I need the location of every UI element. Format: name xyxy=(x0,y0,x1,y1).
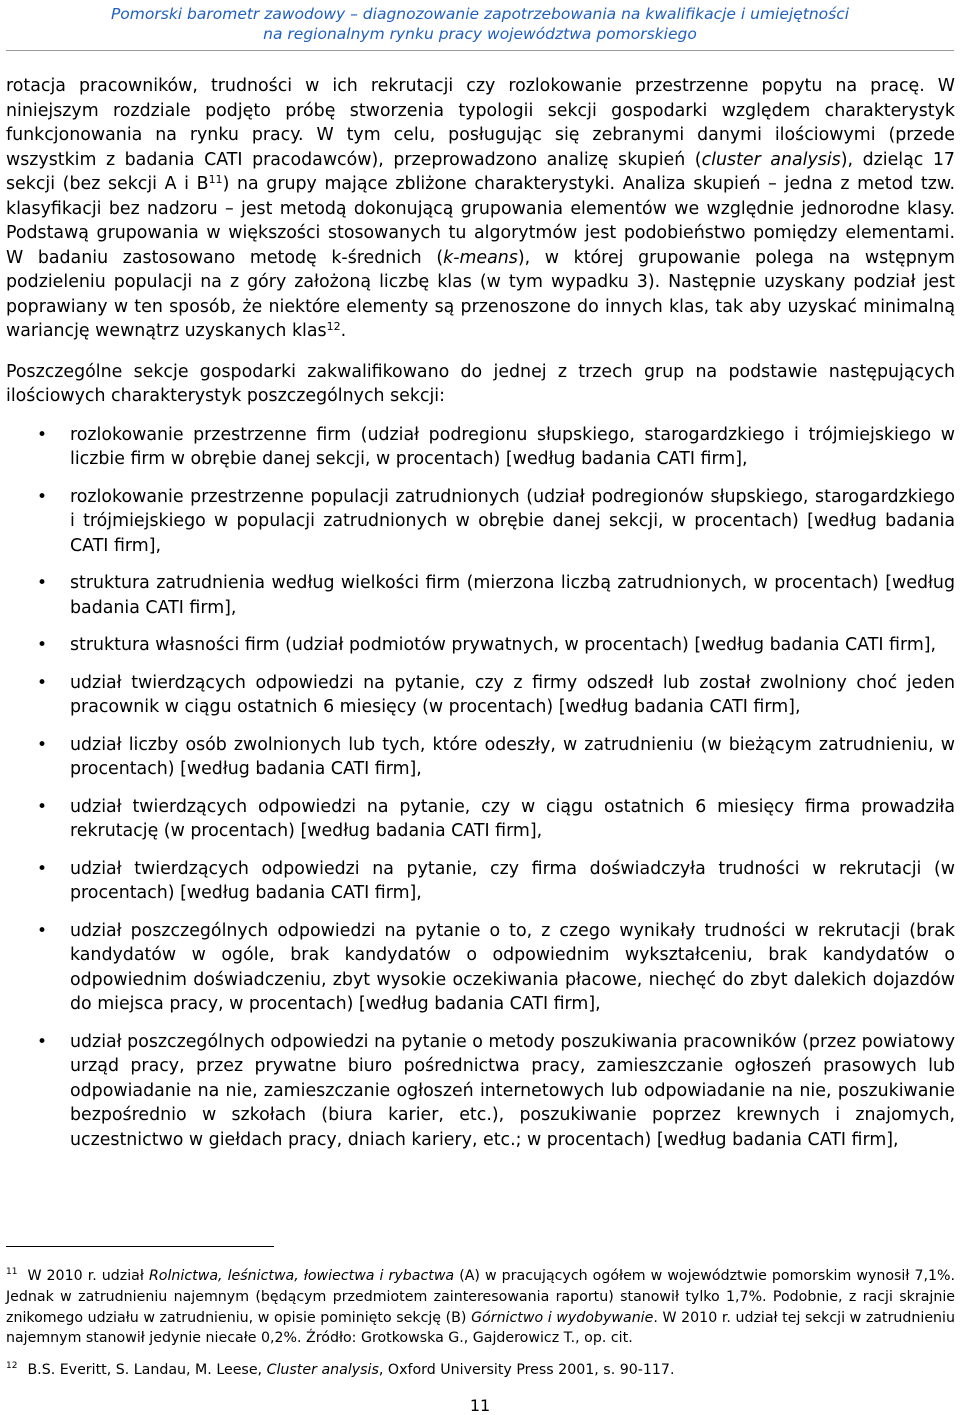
bullet-icon: • xyxy=(37,858,48,879)
paragraph-methodology xyxy=(6,74,955,344)
footnote-number: 12 xyxy=(6,1361,18,1372)
list-item xyxy=(6,1030,955,1153)
list-item xyxy=(6,633,955,658)
list-item-text: struktura własności firm (udział podmiotów prywatnych, w procentach) [według badania CATI firm], xyxy=(70,635,937,655)
bullet-icon: • xyxy=(37,424,48,445)
list-item-text: udział poszczególnych odpowiedzi na pytanie o metody poszukiwania pracowników (przez powiatowy urząd pracy, przez prywatne biuro pośrednictwa pracy, zamieszczanie ogłoszeń prasowych lub odpowiadanie na nie, zamieszczanie ogłoszeń internetowych lub odpowiadanie na nie, poszukiwanie bezpośrednio w szkołach (biura karier, etc.), poszukiwanie poprzez krewnych i znajomych, uczestnictwo w giełdach pracy, dniach kariery, etc.; w procentach) [według badania CATI firm], xyxy=(70,1031,955,1150)
list-item xyxy=(6,571,955,620)
running-header xyxy=(0,4,960,44)
emphasis-cluster-analysis: cluster analysis xyxy=(701,149,841,170)
text-run: . W 2010 r. udział tej sekcji w zatrudnieniu najemnym stanowił jedynie niecałe 0,2%. Źródło: Grotkowska G., Gajderowicz T., op. cit. xyxy=(6,1309,955,1347)
emphasis-k-means: k-means xyxy=(443,247,518,268)
list-item xyxy=(6,857,955,906)
list-item-text: struktura zatrudnienia według wielkości firm (mierzona liczbą zatrudnionych, w procentach) [według badania CATI firm], xyxy=(70,573,955,618)
header-divider xyxy=(6,50,954,51)
list-item-text: udział poszczególnych odpowiedzi na pytanie o to, z czego wynikały trudności w rekrutacji (brak kandydatów w ogóle, brak kandydatów o odpowiednim wykształceniu, brak kandydatów o odpowiednim doświadczeniu, zbyt wysokie oczekiwania płacowe, niechęć do zbyt dalekich dojazdów do miejsca pracy, w procentach) [według badania CATI firm], xyxy=(70,920,955,1014)
text-run: ), dzieląc 17 sekcji (bez sekcji A i B xyxy=(6,149,955,194)
text-run: (A) w pracujących ogółem w województwie pomorskim wynosił 7,1%. Jednak w zatrudnieniu najemnym (będącym przedmiotem zainteresowania raportu) stanowił tylko 1,7%. Podobnie, z racji skrajnie znikomego udziału w zatrudnieniu, w opisie pominięto sekcję (B) xyxy=(6,1268,955,1326)
emphasis-book-title: Cluster analysis xyxy=(266,1362,379,1379)
list-item xyxy=(6,733,955,782)
criteria-list xyxy=(6,423,955,1153)
bullet-icon: • xyxy=(37,796,48,817)
list-item-text: udział twierdzących odpowiedzi na pytanie, czy z firmy odszedł lub został zwolniony choć jeden pracownik w ciągu ostatnich 6 miesięcy (w procentach) [według badania CATI firm], xyxy=(70,672,955,717)
text-run: . xyxy=(340,321,347,341)
footnote-ref-11[interactable]: 11 xyxy=(208,173,223,186)
list-item xyxy=(6,919,955,1017)
header-line-1: Pomorski barometr zawodowy – diagnozowanie zapotrzebowania na kwalifikacje i umiejętności xyxy=(110,5,850,23)
list-item-text: udział twierdzących odpowiedzi na pytanie, czy w ciągu ostatnich 6 miesięcy firma prowadziła rekrutację (w procentach) [według badania CATI firm], xyxy=(70,796,955,841)
text-run: B.S. Everitt, S. Landau, M. Leese, xyxy=(27,1362,267,1379)
header-line-2: na regionalnym rynku pracy województwa pomorskiego xyxy=(263,25,697,43)
bullet-icon: • xyxy=(37,1031,48,1052)
text-run: , Oxford University Press 2001, s. 90-117. xyxy=(378,1362,675,1379)
emphasis-section-a: Rolnictwa, leśnictwa, łowiectwa i rybactwa xyxy=(148,1268,455,1284)
list-item xyxy=(6,795,955,844)
footnote-12 xyxy=(6,1360,955,1381)
bullet-icon: • xyxy=(37,672,48,693)
list-item-text: rozlokowanie przestrzenne populacji zatrudnionych (udział podregionów słupskiego, starogardzkiego i trójmiejskiego w populacji zatrudnionych w obrębie danej sekcji, w procentach) [według badania CATI firm], xyxy=(70,486,955,556)
footnote-11 xyxy=(6,1266,955,1349)
page-number: 11 xyxy=(469,1396,491,1415)
bullet-icon: • xyxy=(37,635,48,655)
list-item-text: udział liczby osób zwolnionych lub tych, które odeszły, w zatrudnieniu (w bieżącym zatrudnieniu, w procentach) [według badania CATI firm], xyxy=(70,734,955,779)
footnote-separator xyxy=(6,1246,274,1247)
text-run: ) na grupy mające zbliżone charakterystyki. Analiza skupień – jedna z metod tzw. klasyfikacji bez nadzoru – jest metodą dokonującą grupowania elementów we względnie jednorodne klasy. Podstawą grupowania w większości stosowanych tu algorytmów jest podobieństwo pomiędzy elementami. W badaniu zastosowano metodę k-średnich ( xyxy=(6,174,955,268)
text-run: W 2010 r. udział xyxy=(27,1268,149,1284)
bullet-icon: • xyxy=(37,573,48,593)
emphasis-section-b: Górnictwo i wydobywanie xyxy=(471,1309,654,1326)
paragraph-criteria-intro: Poszczególne sekcje gospodarki zakwalifikowano do jednej z trzech grup na podstawie następujących ilościowych charakterystyk poszczególnych sekcji: xyxy=(6,361,955,406)
footnote-ref-12[interactable]: 12 xyxy=(326,320,341,333)
list-item xyxy=(6,671,955,720)
list-item-text: udział twierdzących odpowiedzi na pytanie, czy firma doświadczyła trudności w rekrutacji (w procentach) [według badania CATI firm], xyxy=(70,858,955,903)
bullet-icon: • xyxy=(37,486,48,507)
text-run: ), w której grupowanie polega na wstępnym podzieleniu populacji na z góry założoną liczbę klas (w tym wypadku 3). Następnie uzyskany podział jest poprawiany w ten sposób, że niektóre elementy są przenoszone do innych klas, tak aby uzyskać minimalną wariancję wewnątrz uzyskanych klas xyxy=(6,247,955,341)
bullet-icon: • xyxy=(37,920,48,941)
list-item xyxy=(6,485,955,559)
main-content xyxy=(6,74,955,1165)
text-run: rotacja pracowników, trudności w ich rekrutacji czy rozlokowanie przestrzenne popytu na pracę. W niniejszym rozdziale podjęto próbę stworzenia typologii sekcji gospodarki względem charakterystyk funkcjonowania na rynku pracy. W tym celu, posługując się zebranymi danymi ilościowymi (przede wszystkim z badania CATI pracodawców), przeprowadzono analizę skupień ( xyxy=(6,76,955,170)
list-item-text: rozlokowanie przestrzenne firm (udział podregionu słupskiego, starogardzkiego i trójmiejskiego w liczbie firm w obrębie danej sekcji, w procentach) [według badania CATI firm], xyxy=(70,424,955,469)
footnote-number: 11 xyxy=(6,1267,18,1277)
list-item xyxy=(6,423,955,472)
footnotes xyxy=(6,1266,955,1381)
bullet-icon: • xyxy=(37,734,48,755)
